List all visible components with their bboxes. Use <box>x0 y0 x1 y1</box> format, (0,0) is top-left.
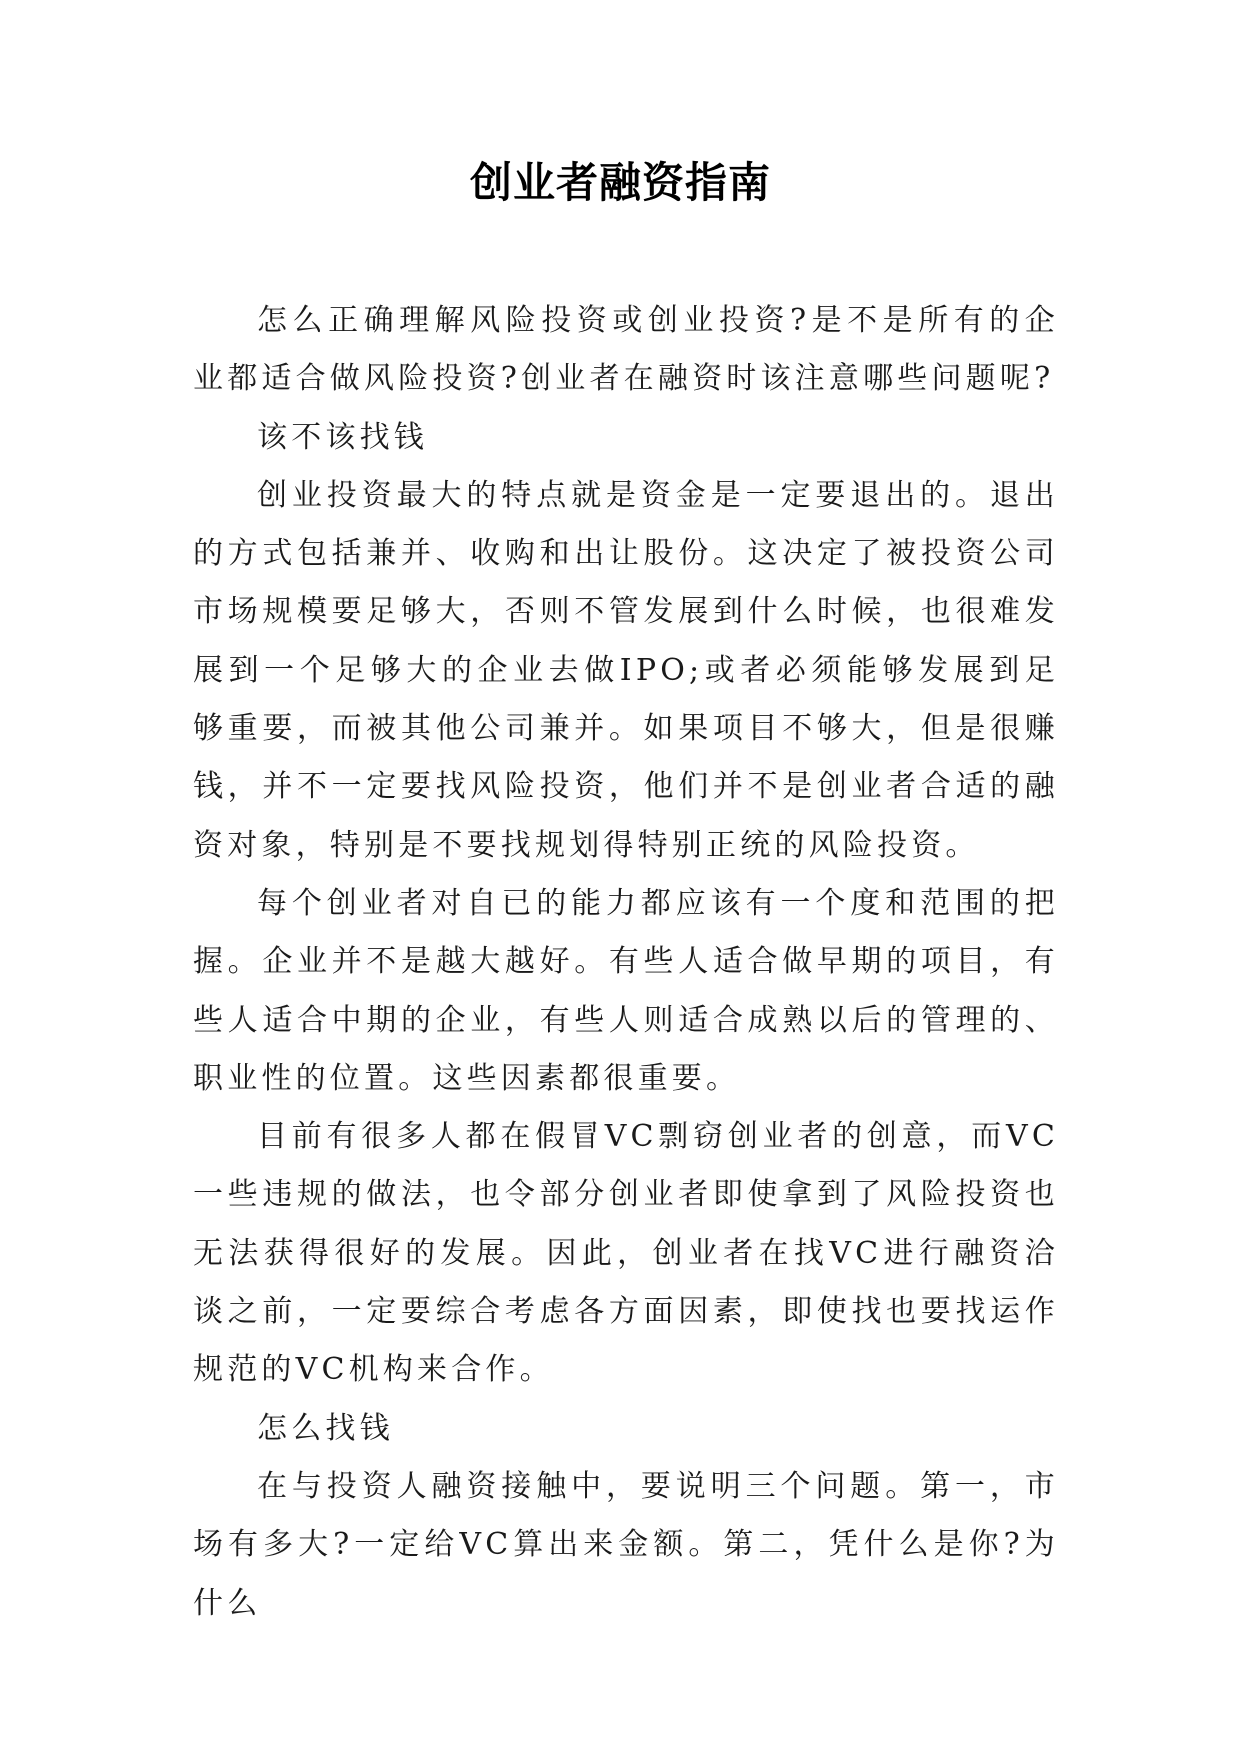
section-heading-should-raise: 该不该找钱 <box>257 419 428 455</box>
paragraph-self-assessment: 每个创业者对自已的能力都应该有一个度和范围的把握。企业并不是越大越好。有些人适合做早期的项目，有些人适合中期的企业，有些人则适合成熟以后的管理的、职业性的位置。这些因素都很重要。 <box>193 885 1059 1096</box>
document-title: 创业者融资指南 <box>469 158 771 207</box>
paragraph-fake-vc: 目前有很多人都在假冒VC剽窃创业者的创意，而VC一些违规的做法，也令部分创业者即使拿到了风险投资也无法获得很好的发展。因此，创业者在找VC进行融资洽谈之前，一定要综合考虑各方面因素，即使找也要找运作规范的VC机构来合作。 <box>193 1119 1059 1388</box>
paragraph-three-questions: 在与投资人融资接触中，要说明三个问题。第一，市场有多大?一定给VC算出来金额。第二，凭什么是你?为什么 <box>193 1468 1059 1621</box>
paragraph-exit-feature: 创业投资最大的特点就是资金是一定要退出的。退出的方式包括兼并、收购和出让股份。这决定了被投资公司市场规模要足够大，否则不管发展到什么时候，也很难发展到一个足够大的企业去做IPO;或者必须能够发展到足够重要，而被其他公司兼并。如果项目不够大，但是很赚钱，并不一定要找风险投资，他们并不是创业者合适的融资对象，特别是不要找规划得特别正统的风险投资。 <box>193 477 1059 863</box>
section-heading-how-to-raise: 怎么找钱 <box>257 1410 394 1446</box>
document-body <box>193 292 1059 1633</box>
paragraph-intro: 怎么正确理解风险投资或创业投资?是不是所有的企业都适合做风险投资?创业者在融资时该注意哪些问题呢? <box>193 303 1059 397</box>
